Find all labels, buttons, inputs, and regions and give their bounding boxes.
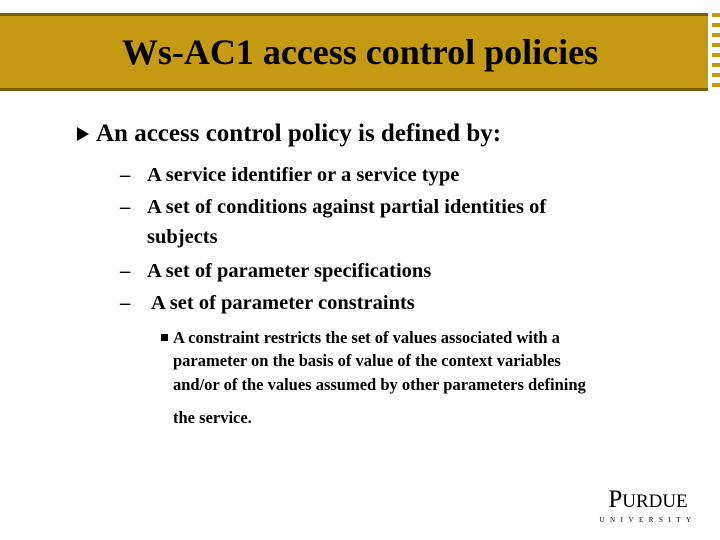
sub-sub-item-line: the service.	[173, 408, 252, 427]
sub-item-text: A set of conditions against partial identities of	[147, 196, 547, 218]
main-bullet-text: An access control policy is defined by:	[96, 120, 502, 147]
sub-item-text-continued: subjects	[147, 226, 218, 248]
logo-wordmark	[598, 488, 698, 514]
square-bullet-icon	[161, 334, 168, 341]
dash-bullet: –	[120, 292, 131, 314]
sub-item-text: A set of parameter specifications	[147, 260, 432, 282]
dash-bullet: –	[120, 260, 131, 282]
dash-bullet: –	[120, 164, 131, 186]
purdue-logo	[598, 488, 698, 525]
triangle-bullet-icon	[77, 127, 89, 141]
logo-initial: P	[608, 486, 623, 513]
dash-bullet: –	[120, 196, 131, 218]
sub-sub-item-line: parameter on the basis of value of the context variables	[173, 351, 561, 370]
slide-title: Ws-AC1 access control policies	[121, 32, 599, 72]
main-bullet	[96, 120, 501, 148]
sub-item-text: A service identifier or a service type	[147, 164, 460, 186]
logo-rest: URDUE	[622, 491, 688, 512]
sub-item-text: A set of parameter constraints	[147, 292, 415, 314]
logo-subtitle: UNIVERSITY	[599, 516, 697, 524]
sub-sub-item-line: A constraint restricts the set of values associated with a	[173, 328, 560, 347]
sub-sub-item-line: and/or of the values assumed by other parameters defining	[173, 375, 586, 394]
